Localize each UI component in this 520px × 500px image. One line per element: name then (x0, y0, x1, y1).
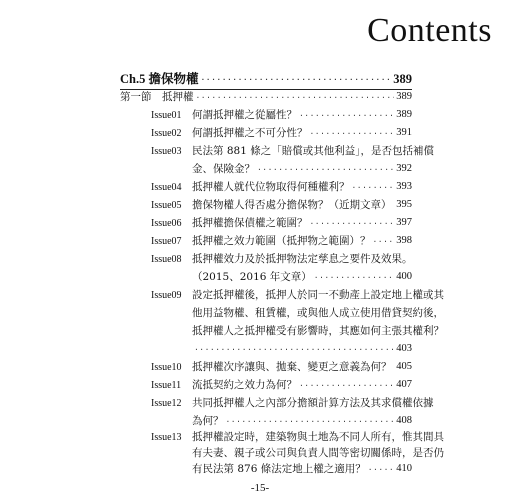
issue-title: 抵押權設定時，建築物與土地為不同人所有，惟其間具 (192, 431, 444, 443)
leader-dots (226, 414, 395, 428)
toc-issue-entry[interactable] (192, 462, 412, 476)
issue-page: 403 (396, 343, 412, 354)
issue-page: 398 (396, 235, 412, 246)
issue-title: 設定抵押權後，抵押人於同一不動產上設定地上權或其 (192, 289, 444, 301)
issue-title: 民法第 881 條之「賠償或其他利益」，是否包括補償 (192, 145, 434, 157)
toc-issue-entry[interactable] (192, 342, 412, 356)
issue-id: Issue12 (151, 398, 182, 409)
toc-issue-entry[interactable] (192, 108, 412, 122)
issue-page: 391 (396, 127, 412, 138)
issue-id: Issue07 (151, 236, 182, 247)
issue-title: 共同抵押權人之內部分擔額計算方法及其求償權依據 (192, 397, 434, 409)
issue-title: 抵押權擔保債權之範圍？ (192, 217, 308, 229)
issue-page: 397 (396, 217, 412, 228)
issue-page: 407 (396, 379, 412, 390)
leader-dots (299, 108, 394, 122)
toc-issue-entry[interactable] (192, 198, 412, 212)
page-title: Contents (367, 12, 492, 49)
leader-dots (310, 126, 395, 140)
issue-id: Issue11 (151, 380, 182, 391)
issue-title: （2015、2016 年文章） (192, 271, 312, 283)
issue-id: Issue08 (151, 254, 182, 265)
issue-title: 抵押權人就代位物取得何種權利？ (192, 181, 350, 193)
issue-page: 395 (396, 199, 412, 210)
issue-id: Issue02 (151, 128, 182, 139)
issue-title: 何謂抵押權之不可分性？ (192, 127, 308, 139)
toc-issue-entry[interactable] (192, 126, 412, 140)
issue-page: 408 (396, 415, 412, 426)
leader-dots (314, 270, 394, 284)
issue-title: 抵押權人之抵押權受有影響時，其應如何主張其權利？ (192, 325, 444, 337)
issue-title: 金、保險金？ (192, 163, 255, 175)
issue-page: 392 (396, 163, 412, 174)
leader-dots (352, 180, 395, 194)
toc-issue-entry[interactable] (192, 270, 412, 284)
toc-issue-entry[interactable] (192, 216, 412, 230)
leader-dots (299, 378, 394, 392)
toc-issue-entry[interactable] (192, 180, 412, 194)
issue-title: 抵押權之效力範圍（抵押物之範圍）？ (192, 235, 371, 247)
leader-dots (194, 342, 394, 356)
issue-id: Issue10 (151, 362, 182, 373)
leader-dots (368, 462, 395, 476)
toc-issue-entry[interactable] (192, 414, 412, 428)
toc-issue-entry[interactable] (192, 162, 412, 176)
section-label: 第一節 抵押權 (120, 91, 194, 103)
page-number: -15- (250, 482, 270, 494)
issue-page: 410 (396, 463, 412, 474)
leader-dots (200, 72, 391, 86)
issue-title: 為何？ (192, 415, 224, 427)
issue-title: 流抵契約之效力為何？ (192, 379, 297, 391)
toc-issue-entry[interactable] (192, 360, 412, 374)
toc-issue-entry[interactable] (192, 378, 412, 392)
chapter-page: 389 (393, 72, 412, 86)
issue-title: 抵押權效力及於抵押物法定孳息之要件及效果。 (192, 253, 413, 265)
issue-id: Issue05 (151, 200, 182, 211)
issue-page: 400 (396, 271, 412, 282)
issue-title: 抵押權次序讓與、拋棄、變更之意義為何？ (192, 361, 392, 373)
issue-id: Issue06 (151, 218, 182, 229)
toc-issue-entry[interactable] (192, 234, 412, 248)
section-page: 389 (396, 91, 412, 102)
issue-title: 他用益物權、租賃權，或與他人成立使用借貸契約後， (192, 307, 444, 319)
chapter-label: Ch.5 擔保物權 (120, 72, 199, 86)
issue-id: Issue09 (151, 290, 182, 301)
leader-dots (394, 360, 395, 374)
leader-dots (257, 162, 394, 176)
leader-dots (394, 198, 395, 212)
issue-title: 有民法第 876 條法定地上權之適用？ (192, 463, 366, 475)
issue-title: 有夫妻、親子或公司與負責人間等密切關係時，是否仍 (192, 447, 444, 459)
toc-chapter-entry[interactable] (120, 72, 412, 86)
leader-dots (196, 90, 395, 104)
leader-dots (373, 234, 395, 248)
issue-id: Issue03 (151, 146, 182, 157)
leader-dots (310, 216, 395, 230)
issue-page: 405 (396, 361, 412, 372)
issue-id: Issue13 (151, 432, 182, 443)
issue-id: Issue01 (151, 110, 182, 121)
issue-page: 393 (396, 181, 412, 192)
issue-title: 何謂抵押權之從屬性？ (192, 109, 297, 121)
toc-section-entry[interactable] (120, 90, 412, 104)
issue-page: 389 (396, 109, 412, 120)
issue-id: Issue04 (151, 182, 182, 193)
issue-title: 擔保物權人得否處分擔保物？（近期文章） (192, 199, 392, 211)
